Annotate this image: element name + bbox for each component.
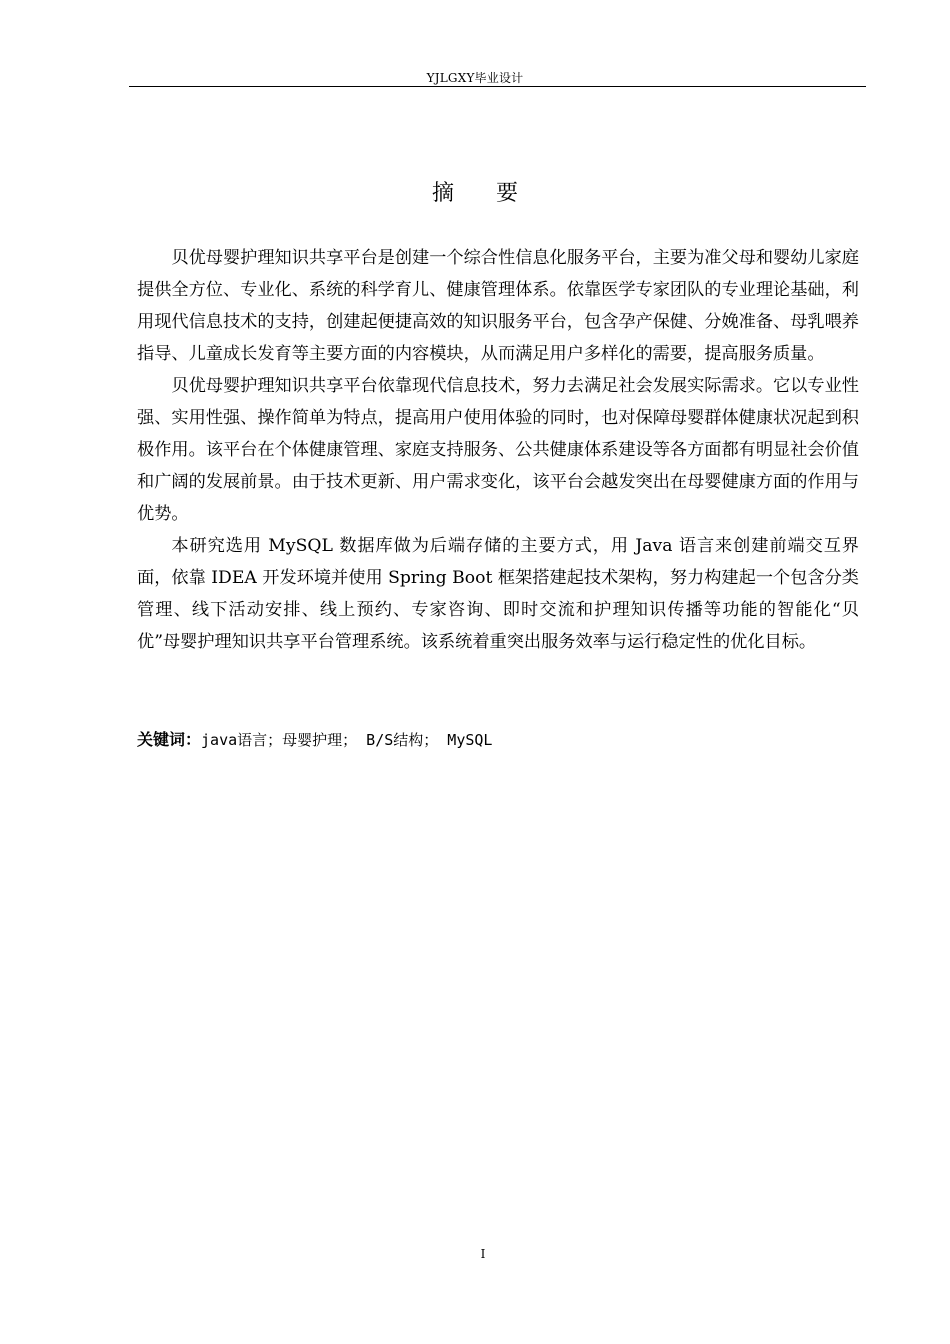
keywords-line (137, 724, 859, 756)
abstract-title: 摘要 (431, 181, 560, 206)
abstract-body (137, 242, 859, 658)
running-header: YJLGXY毕业设计 (426, 71, 524, 85)
header-rule (129, 86, 866, 87)
abstract-paragraph-3: 本研究选用 MySQL 数据库做为后端存储的主要方式，用 Java 语言来创建前端交互界面，依靠 IDEA 开发环境并使用 Spring Boot 框架搭建起技术架构，努力构建起一个包含分类管理、线下活动安排、线上预约、专家咨询、即时交流和护理知识传播等功能的智能化“贝优”母婴护理知识共享平台管理系统。该系统着重突出服务效率与运行稳定性的优化目标。 (137, 536, 859, 652)
abstract-paragraph-1: 贝优母婴护理知识共享平台是创建一个综合性信息化服务平台，主要为准父母和婴幼儿家庭提供全方位、专业化、系统的科学育儿、健康管理体系。依靠医学专家团队的专业理论基础，利用现代信息技术的支持，创建起便捷高效的知识服务平台，包含孕产保健、分娩准备、母乳喂养指导、儿童成长发育等主要方面的内容模块，从而满足用户多样化的需要，提高服务质量。 (137, 248, 859, 364)
keywords-values: java语言；母婴护理； B/S结构； MySQL (201, 731, 493, 749)
keywords-label: 关键词： (137, 730, 202, 749)
page-number: I (480, 1247, 486, 1261)
abstract-paragraph-2: 贝优母婴护理知识共享平台依靠现代信息技术，努力去满足社会发展实际需求。它以专业性强、实用性强、操作简单为特点，提高用户使用体验的同时，也对保障母婴群体健康状况起到积极作用。该平台在个体健康管理、家庭支持服务、公共健康体系建设等各方面都有明显社会价值和广阔的发展前景。由于技术更新、用户需求变化，该平台会越发突出在母婴健康方面的作用与优势。 (137, 376, 859, 524)
